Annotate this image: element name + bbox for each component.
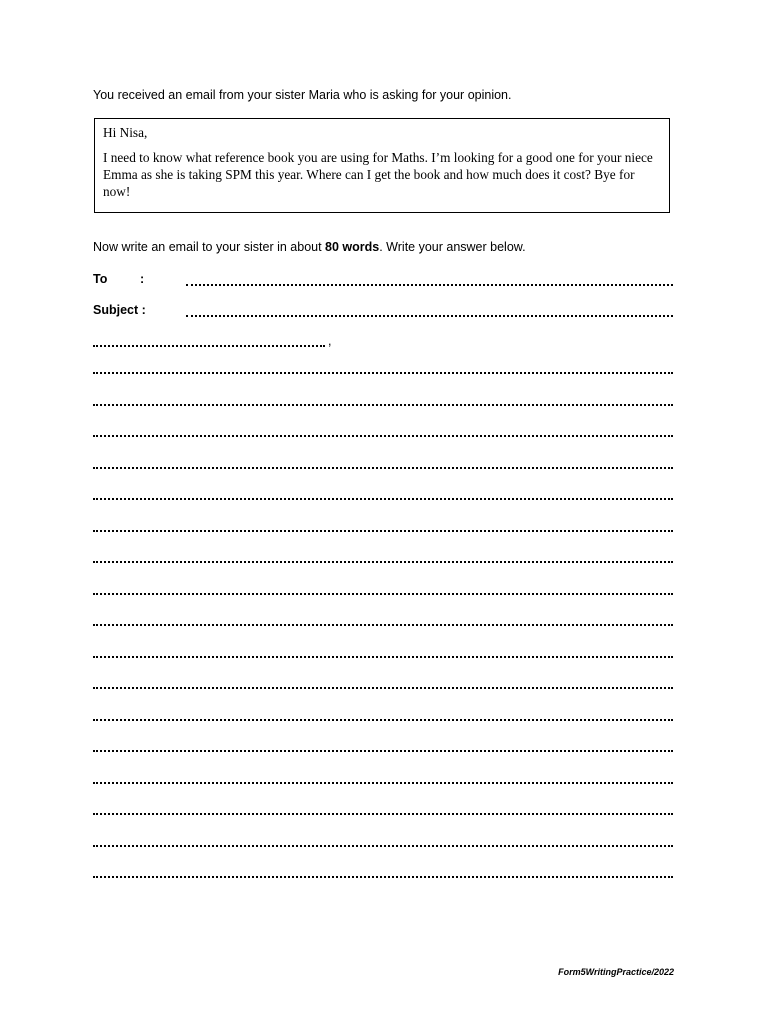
answer-line[interactable] <box>93 561 673 563</box>
answer-line[interactable] <box>93 782 673 784</box>
answer-line[interactable] <box>93 372 673 374</box>
answer-line[interactable] <box>93 624 673 626</box>
answer-line[interactable] <box>93 435 673 437</box>
email-greeting: Hi Nisa, <box>103 125 148 140</box>
answer-line[interactable] <box>93 656 673 658</box>
subject-label: Subject : <box>93 303 146 317</box>
subject-field-row <box>93 303 673 321</box>
subject-answer-line[interactable] <box>186 315 673 317</box>
instructions-intro: You received an email from your sister Maria who is asking for your opinion. <box>93 88 512 102</box>
to-colon: : <box>140 272 145 286</box>
answer-line[interactable] <box>93 687 673 689</box>
answer-line[interactable] <box>93 593 673 595</box>
writing-instruction <box>93 240 526 254</box>
salutation-line[interactable] <box>93 345 325 347</box>
answer-line[interactable] <box>93 719 673 721</box>
to-answer-line[interactable] <box>186 284 673 286</box>
answer-line[interactable] <box>93 813 673 815</box>
salutation-row <box>93 334 353 352</box>
page-footer: Form5WritingPractice/2022 <box>558 967 674 977</box>
salutation-comma: , <box>328 334 332 348</box>
answer-line[interactable] <box>93 498 673 500</box>
answer-line[interactable] <box>93 404 673 406</box>
email-body: I need to know what reference book you are using for Maths. I’m looking for a good one for your niece Emma as she is taking SPM this year. Where can I get the book and how much does it cost? Bye for now! <box>103 150 653 199</box>
instruction-suffix: . Write your answer below. <box>379 240 526 254</box>
instruction-word-count: 80 words <box>325 240 380 254</box>
answer-line[interactable] <box>93 750 673 752</box>
to-label: To <box>93 272 108 286</box>
answer-line[interactable] <box>93 467 673 469</box>
instruction-prefix: Now write an email to your sister in about <box>93 240 326 254</box>
answer-line[interactable] <box>93 876 673 878</box>
to-field-row <box>93 272 673 290</box>
email-message-box <box>94 118 670 213</box>
answer-line[interactable] <box>93 845 673 847</box>
answer-line[interactable] <box>93 530 673 532</box>
